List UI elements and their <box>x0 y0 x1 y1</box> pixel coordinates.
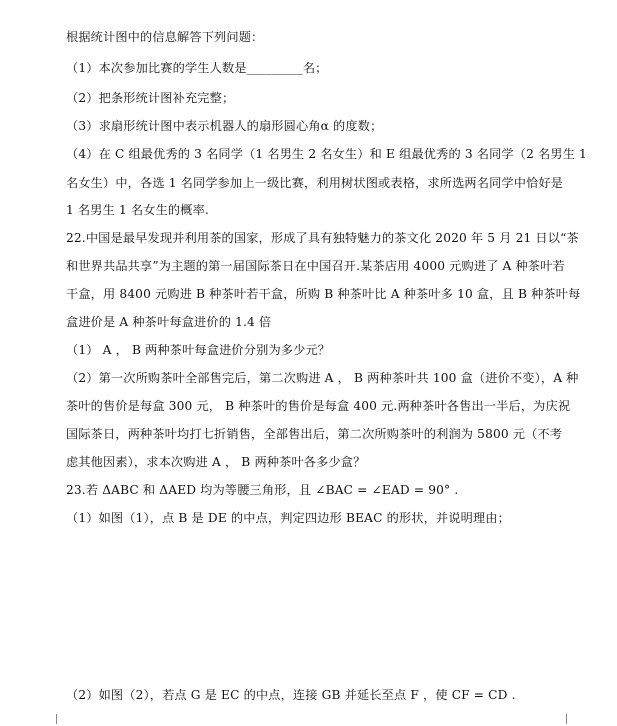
problem-22-part-2-line-4: 虑其他因素），求本次购进 A ， B 两种茶叶各多少盒？ <box>66 455 366 469</box>
problem-22-line-1: 22.中国是最早发现并利用茶的国家，形成了具有独特魅力的茶文化 2020 年 5 月 21 日以“茶 <box>66 231 579 245</box>
question-4-line-2: 名女生）中，各选 1 名同学参加上一级比赛，利用树状图或表格，求所选两名同学中恰好是 <box>66 176 564 190</box>
problem-22-line-3: 干盒，用 8400 元购进 B 种茶叶若干盒，所购 B 种茶叶比 A 种茶叶多 10 盒，且 B 种茶叶每 <box>66 287 581 301</box>
question-3: （3）求扇形统计图中表示机器人的扇形圆心角α 的度数； <box>66 119 383 133</box>
page-corner-mark-right <box>566 714 577 724</box>
intro-line: 根据统计图中的信息解答下列问题： <box>66 30 264 44</box>
problem-23-part-2: （2）如图（2），若点 G 是 EC 的中点，连接 GB 并延长至点 F ，使 CF = CD . <box>66 688 516 702</box>
problem-22-part-1: （1） A ， B 两种茶叶每盒进价分别为多少元？ <box>66 343 331 357</box>
problem-22-line-2: 和世界共品共享”为主题的第一届国际茶日在中国召开.某茶店用 4000 元购进了 A 种茶叶若 <box>66 259 565 273</box>
problem-22-line-4: 盒进价是 A 种茶叶每盒进价的 1.4 倍 <box>66 315 272 329</box>
problem-23-part-1: （1）如图（1），点 B 是 DE 的中点，判定四边形 BEAC 的形状，并说明理由； <box>66 511 510 525</box>
problem-22-part-2-line-1: （2）第一次所购茶叶全部售完后，第二次购进 A ， B 两种茶叶共 100 盒（进价不变），A 种 <box>66 371 579 385</box>
question-2: （2）把条形统计图补充完整； <box>66 91 235 105</box>
page-corner-mark-left <box>46 714 57 724</box>
problem-22-part-2-line-3: 国际茶日，两种茶叶均打七折销售，全部售出后，第二次所购茶叶的利润为 5800 元（不考 <box>66 427 563 441</box>
problem-23-statement: 23.若 ΔABC 和 ΔAED 均为等腰三角形，且 ∠BAC = ∠EAD = 90° . <box>66 483 459 497</box>
problem-22-part-2-line-2: 茶叶的售价是每盒 300 元， B 种茶叶的售价是每盒 400 元.两种茶叶各售出一半后，为庆祝 <box>66 399 571 413</box>
question-1: （1）本次参加比赛的学生人数是_________名； <box>66 61 328 75</box>
question-4-line-1: （4）在 C 组最优秀的 3 名同学（1 名男生 2 名女生）和 E 组最优秀的 3 名同学（2 名男生 1 <box>66 147 587 161</box>
question-4-line-3: 1 名男生 1 名女生的概率. <box>66 203 209 217</box>
